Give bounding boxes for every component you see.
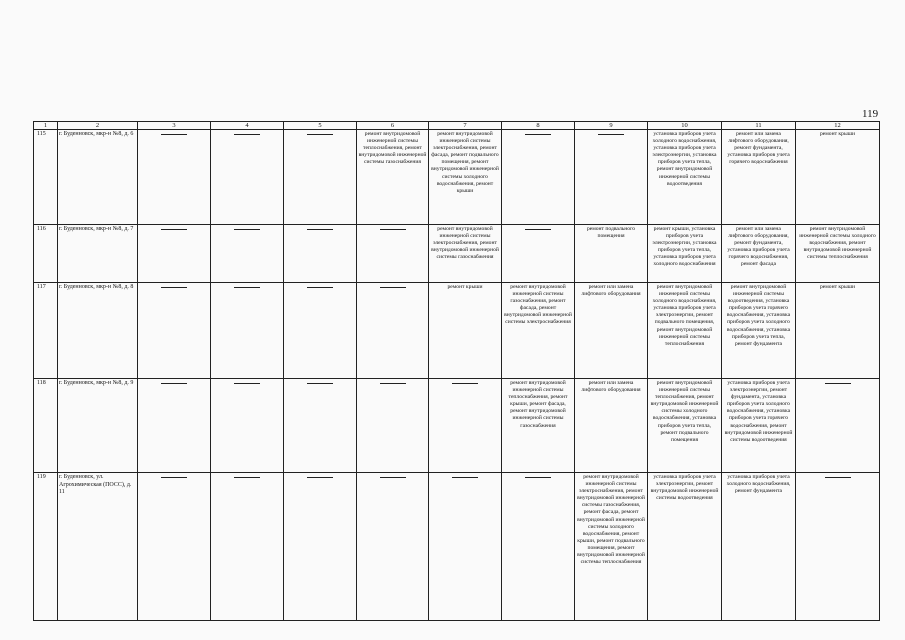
empty-cell [284, 130, 357, 225]
dash-mark [380, 229, 406, 230]
dash-mark [161, 287, 187, 288]
column-number: 6 [357, 122, 429, 130]
dash-mark [161, 383, 187, 384]
work-cell: ремонт внутридомовой инженерной системы водоотведения, установка приборов учета горячего водоснабжения, установка приборов учета холодного водоснабжения, установка приборов учета тепла, ремонт фундамента [722, 283, 796, 379]
table-row [34, 473, 880, 621]
empty-cell [429, 379, 502, 473]
dash-mark [307, 287, 333, 288]
work-cell: ремонт внутридомовой инженерной системы электроснабжения, ремонт фасада, ремонт подвального помещения, ремонт внутридомовой инженерной системы холодного водоснабжения, ремонт крыши [429, 130, 502, 225]
empty-cell [284, 225, 357, 283]
address-cell: г. Буденновск, мкр-н №8, д. 7 [58, 225, 138, 283]
dash-mark [234, 477, 260, 478]
dash-mark [307, 477, 333, 478]
work-cell: установка приборов учета электроэнергии, ремонт фундамента, установка приборов учета холодного водоснабжения, установка приборов учета горячего водоснабжения, ремонт внутридомовой инженерной системы водоотведения [722, 379, 796, 473]
empty-cell [502, 225, 575, 283]
row-number: 117 [34, 283, 58, 379]
work-cell: ремонт или замена лифтового оборудования [575, 379, 648, 473]
dash-mark [825, 383, 851, 384]
work-cell: установка приборов учета холодного водоснабжения, установка приборов учета электроэнергии, установка приборов учета тепла, ремонт внутридомовой инженерной системы водоотведения [648, 130, 722, 225]
work-cell: ремонт внутридомовой инженерной системы электроснабжения, ремонт внутридомовой инженерной системы газоснабжения [429, 225, 502, 283]
work-cell: ремонт подвального помещения [575, 225, 648, 283]
row-number: 118 [34, 379, 58, 473]
empty-cell [357, 473, 429, 621]
column-number: 7 [429, 122, 502, 130]
column-number: 1 [34, 122, 58, 130]
empty-cell [357, 379, 429, 473]
dash-mark [525, 477, 551, 478]
work-cell: ремонт внутридомовой инженерной системы теплоснабжения, ремонт внутридомовой инженерной системы газоснабжения [357, 130, 429, 225]
column-number: 9 [575, 122, 648, 130]
dash-mark [234, 134, 260, 135]
table-row [34, 225, 880, 283]
work-cell: ремонт крыши [429, 283, 502, 379]
work-cell: ремонт крыши [796, 283, 880, 379]
column-number: 12 [796, 122, 880, 130]
work-cell: установка приборов учета электроэнергии, ремонт внутридомовой инженерной системы водоотведения [648, 473, 722, 621]
column-number: 10 [648, 122, 722, 130]
work-cell: ремонт внутридомовой инженерной системы газоснабжения, ремонт фасада, ремонт внутридомовой инженерной системы электроснабжения [502, 283, 575, 379]
work-cell: ремонт внутридомовой инженерной системы холодного водоснабжения, установка приборов учета электроэнергии, ремонт подвального помещения, ремонт внутридомовой инженерной системы теплоснабжения [648, 283, 722, 379]
address-cell: г. Буденновск, мкр-н №8, д. 9 [58, 379, 138, 473]
dash-mark [452, 477, 478, 478]
dash-mark [525, 229, 551, 230]
table-row [34, 379, 880, 473]
work-cell: ремонт внутридомовой инженерной системы холодного водоснабжения, ремонт внутридомовой инженерной системы теплоснабжения [796, 225, 880, 283]
dash-mark [825, 477, 851, 478]
column-number-row [34, 122, 880, 130]
work-cell: ремонт внутридомовой инженерной системы теплоснабжения, ремонт внутридомовой инженерной системы холодного водоснабжения, установка приборов учета тепла, ремонт подвального помещения [648, 379, 722, 473]
dash-mark [380, 287, 406, 288]
work-cell: ремонт крыши, установка приборов учета электроэнергии, установка приборов учета тепла, установка приборов учета холодного водоснабжения [648, 225, 722, 283]
dash-mark [307, 134, 333, 135]
works-table [33, 121, 880, 621]
dash-mark [161, 229, 187, 230]
empty-cell [138, 130, 211, 225]
work-cell: ремонт крыши [796, 130, 880, 225]
dash-mark [598, 134, 624, 135]
empty-cell [284, 283, 357, 379]
dash-mark [234, 383, 260, 384]
address-cell: г. Буденновск, ул. Агрохимическая (ПОСС), д. 11 [58, 473, 138, 621]
column-number: 4 [211, 122, 284, 130]
row-number: 119 [34, 473, 58, 621]
work-cell: установка приборов учета холодного водоснабжения, ремонт фундамента [722, 473, 796, 621]
dash-mark [161, 477, 187, 478]
empty-cell [138, 225, 211, 283]
dash-mark [380, 477, 406, 478]
work-cell: ремонт или замена лифтового оборудования, ремонт фундамента, установка приборов учета горячего водоснабжения, ремонт фасада [722, 225, 796, 283]
empty-cell [429, 473, 502, 621]
column-number: 5 [284, 122, 357, 130]
dash-mark [452, 383, 478, 384]
empty-cell [502, 473, 575, 621]
empty-cell [211, 473, 284, 621]
dash-mark [161, 134, 187, 135]
empty-cell [284, 473, 357, 621]
empty-cell [357, 283, 429, 379]
row-number: 116 [34, 225, 58, 283]
work-cell: ремонт внутридомовой инженерной системы теплоснабжения, ремонт крыши, ремонт фасада, ремонт внутридомовой инженерной системы газоснабжения [502, 379, 575, 473]
work-cell: ремонт или замена лифтового оборудования, ремонт фундамента, установка приборов учета горячего водоснабжения [722, 130, 796, 225]
empty-cell [211, 225, 284, 283]
column-number: 2 [58, 122, 138, 130]
address-cell: г. Буденновск, мкр-н №8, д. 8 [58, 283, 138, 379]
empty-cell [138, 379, 211, 473]
dash-mark [525, 134, 551, 135]
dash-mark [307, 229, 333, 230]
empty-cell [138, 473, 211, 621]
dash-mark [307, 383, 333, 384]
empty-cell [284, 379, 357, 473]
empty-cell [502, 130, 575, 225]
empty-cell [796, 379, 880, 473]
work-cell: ремонт внутридомовой инженерной системы электроснабжения, ремонт внутридомовой инженерной системы газоснабжения, ремонт фасада, ремонт внутридомовой инженерной системы холодного водоснабжения, ремонт крыши, ремонт подвального помещения, ремонт внутридомовой инженерной системы теплоснабжения [575, 473, 648, 621]
empty-cell [796, 473, 880, 621]
column-number: 3 [138, 122, 211, 130]
empty-cell [211, 283, 284, 379]
page-number: 119 [862, 108, 879, 120]
column-number: 11 [722, 122, 796, 130]
dash-mark [234, 229, 260, 230]
dash-mark [234, 287, 260, 288]
empty-cell [211, 130, 284, 225]
empty-cell [138, 283, 211, 379]
empty-cell [357, 225, 429, 283]
work-cell: ремонт или замена лифтового оборудования [575, 283, 648, 379]
table-row [34, 283, 880, 379]
empty-cell [211, 379, 284, 473]
column-number: 8 [502, 122, 575, 130]
address-cell: г. Буденновск, мкр-н №8, д. 6 [58, 130, 138, 225]
empty-cell [575, 130, 648, 225]
dash-mark [380, 383, 406, 384]
table-row [34, 130, 880, 225]
row-number: 115 [34, 130, 58, 225]
